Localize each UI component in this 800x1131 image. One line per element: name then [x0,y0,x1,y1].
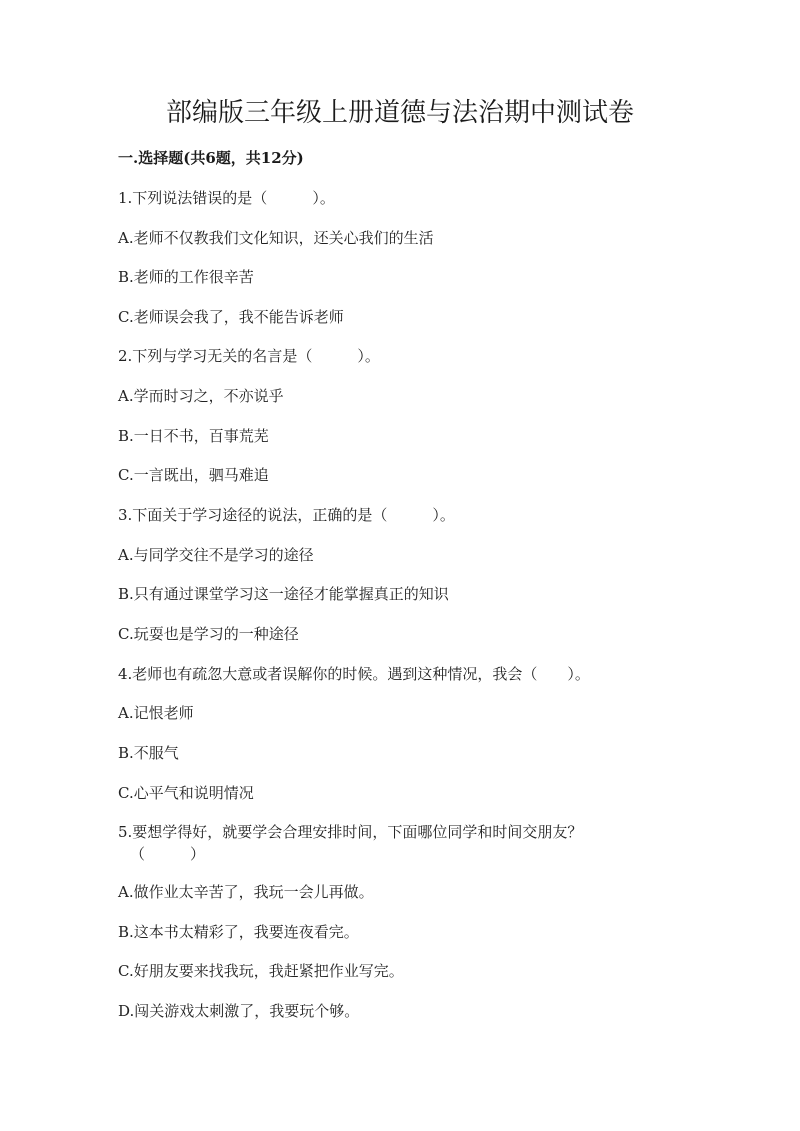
section-heading: 一.选择题(共6题，共12分) [118,149,304,167]
question-2-option-c: C.一言既出，驷马难追 [118,466,269,484]
question-5-stem: 5.要想学得好，就要学会合理安排时间，下面哪位同学和时间交朋友？ [118,823,583,841]
question-2-stem: 2.下列与学习无关的名言是（ ）。 [118,347,380,365]
question-3-option-b: B.只有通过课堂学习这一途径才能掌握真正的知识 [118,585,449,603]
question-5-option-a: A.做作业太辛苦了，我玩一会儿再做。 [118,883,374,901]
question-5-option-d: D.闯关游戏太刺激了，我要玩个够。 [118,1002,360,1020]
question-4-option-b: B.不服气 [118,744,179,762]
question-1-option-b: B.老师的工作很辛苦 [118,268,254,286]
question-2-option-a: A.学而时习之，不亦说乎 [118,387,284,405]
question-1-option-c: C.老师误会我了，我不能告诉老师 [118,308,344,326]
question-2-option-b: B.一日不书，百事荒芜 [118,427,269,445]
question-1-option-a: A.老师不仅教我们文化知识，还关心我们的生活 [118,229,434,247]
question-4-option-c: C.心平气和说明情况 [118,784,254,802]
question-3-option-a: A.与同学交往不是学习的途径 [118,546,314,564]
question-4-stem: 4.老师也有疏忽大意或者误解你的时候。遇到这种情况，我会（ ）。 [118,665,590,683]
question-1-stem: 1.下列说法错误的是（ ）。 [118,189,335,207]
question-5-option-c: C.好朋友要来找我玩，我赶紧把作业写完。 [118,962,404,980]
question-3-option-c: C.玩耍也是学习的一种途径 [118,625,299,643]
question-5-stem-continuation: （ ） [130,845,206,863]
question-3-stem: 3.下面关于学习途径的说法，正确的是（ ）。 [118,506,455,524]
question-4-option-a: A.记恨老师 [118,704,194,722]
question-5-option-b: B.这本书太精彩了，我要连夜看完。 [118,923,359,941]
page-title: 部编版三年级上册道德与法治期中测试卷 [165,98,634,128]
